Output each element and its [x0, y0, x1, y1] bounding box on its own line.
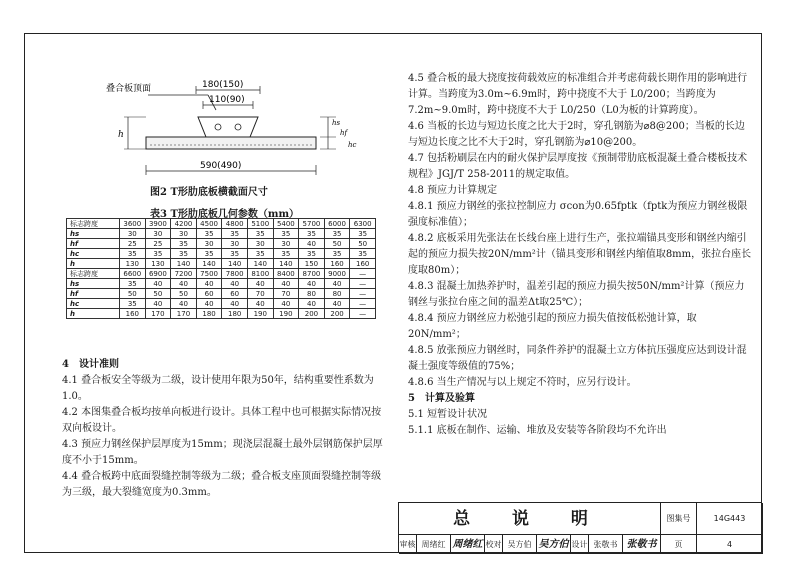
paragraph: 4.8.2 底板采用先张法在长线台座上进行生产，张拉端锚具变形和钢丝内缩引起的预应力损失按20N/mm²计（锚具变形和钢丝内缩值取8mm，张拉台座长度取80m）； [408, 233, 752, 276]
review-label: 审核 [399, 535, 417, 554]
table-cell: 25 [120, 239, 146, 249]
table-cell: 35 [350, 249, 376, 259]
table-cell: 200 [299, 309, 325, 319]
row-label: hf [67, 289, 120, 299]
table-cell: — [350, 289, 376, 299]
table-cell: 9000 [324, 269, 350, 279]
table-cell: 50 [145, 289, 171, 299]
table-cell: 50 [120, 289, 146, 299]
table-cell: 6300 [350, 219, 376, 229]
paragraph: 4.3 预应力钢丝保护层厚度为15mm；现浇层混凝土最外层钢筋保护层厚度不小于15mm。 [62, 439, 383, 466]
table-cell: 40 [145, 299, 171, 309]
table-cell: 40 [247, 299, 273, 309]
row-label: hc [67, 299, 120, 309]
table-cell: — [350, 279, 376, 289]
section-heading: 4 设计准则 [62, 359, 119, 370]
table-cell: 35 [350, 229, 376, 239]
figure-caption: 图2 T形肋底板横截面尺寸 [150, 187, 268, 198]
atlas-label: 图集号 [661, 503, 697, 535]
row-label: hs [67, 229, 120, 239]
table-cell: 40 [171, 299, 197, 309]
table-cell: 140 [247, 259, 273, 269]
table-caption: 表3 T形肋底板几何参数（mm） [150, 209, 300, 220]
table-row [67, 299, 376, 309]
table-cell: 35 [222, 229, 248, 239]
dim-hf: hf [340, 129, 348, 137]
check-signature: 吴方伯 [537, 535, 571, 554]
row-label: hc [67, 249, 120, 259]
check-name: 吴方伯 [503, 535, 537, 554]
dim-top-1: 180(150) [202, 80, 244, 90]
page-number: 4 [697, 535, 763, 554]
table-cell: 40 [196, 279, 222, 289]
table-header-row [67, 269, 376, 279]
table-cell: 30 [120, 229, 146, 239]
table-cell: 40 [299, 279, 325, 289]
table-cell: 30 [222, 239, 248, 249]
table-cell: 160 [120, 309, 146, 319]
check-label: 校对 [485, 535, 503, 554]
review-name: 周绪红 [417, 535, 451, 554]
table-cell: 70 [247, 289, 273, 299]
atlas-number: 14G443 [697, 503, 763, 535]
table-cell: 70 [273, 289, 299, 299]
row-label: h [67, 309, 120, 319]
table-cell: 7200 [171, 269, 197, 279]
table-cell: 35 [120, 279, 146, 289]
table-cell: 40 [324, 299, 350, 309]
table-cell: 35 [247, 249, 273, 259]
design-criteria-section [62, 357, 387, 501]
table-cell: 6900 [145, 269, 171, 279]
table-cell: 30 [171, 229, 197, 239]
paragraph: 5.1.1 底板在制作、运输、堆放及安装等各阶段均不允许出 [408, 425, 667, 436]
table-cell: 170 [171, 309, 197, 319]
table-cell: 35 [273, 229, 299, 239]
paragraph: 4.7 包括粉刷层在内的耐火保护层厚度按《预制带肋底板混凝土叠合楼板技术规程》JGJ/T 258-2011的规定取值。 [408, 153, 748, 180]
row-label: 标志跨度 [67, 269, 120, 279]
table-cell: 35 [273, 249, 299, 259]
table-cell: 5400 [273, 219, 299, 229]
table-cell: 190 [247, 309, 273, 319]
right-text-column [408, 71, 753, 439]
table-cell: 7800 [222, 269, 248, 279]
table-cell: 35 [196, 249, 222, 259]
table-cell: 30 [145, 229, 171, 239]
table-cell: 4800 [222, 219, 248, 229]
paragraph: 4.5 叠合板的最大挠度按荷载效应的标准组合并考虑荷载长期作用的影响进行计算。当跨度为3.0m~6.9m时，跨中挠度不大于 L0/200；当跨度为7.2m~9.0m时，跨中挠度不大于 L0/250（L0为板的计算跨度）。 [408, 73, 748, 116]
table-cell: 7500 [196, 269, 222, 279]
table-cell: 35 [299, 249, 325, 259]
table-cell: 180 [222, 309, 248, 319]
review-signature: 周绪红 [451, 535, 485, 554]
row-label: h [67, 259, 120, 269]
fig-top-label: 叠合板顶面 [106, 84, 152, 94]
table-cell: 6000 [324, 219, 350, 229]
paragraph: 4.4 叠合板跨中底面裂缝控制等级为二级；叠合板支座顶面裂缝控制等级为三级，最大裂缝宽度为0.3mm。 [62, 471, 382, 498]
section-figure [88, 75, 388, 200]
table-cell: 80 [324, 289, 350, 299]
table-cell: 35 [120, 249, 146, 259]
table-cell: 35 [324, 249, 350, 259]
row-label: hs [67, 279, 120, 289]
table-cell: 40 [273, 299, 299, 309]
section-heading: 5 计算及验算 [408, 393, 475, 404]
row-label: hf [67, 239, 120, 249]
design-label: 设计 [571, 535, 589, 554]
table-cell: 30 [273, 239, 299, 249]
table-cell: 140 [273, 259, 299, 269]
dim-hc: hc [348, 141, 357, 149]
table-cell: 35 [145, 249, 171, 259]
table-row [67, 259, 376, 269]
table-cell: 140 [171, 259, 197, 269]
table-cell: 40 [196, 299, 222, 309]
table-cell: 160 [350, 259, 376, 269]
table-cell: 170 [145, 309, 171, 319]
table-cell: 140 [222, 259, 248, 269]
table-row [67, 239, 376, 249]
table-cell: 200 [324, 309, 350, 319]
table-cell: 35 [299, 229, 325, 239]
design-signature: 张敬书 [623, 535, 661, 554]
table-cell: 35 [171, 239, 197, 249]
table-cell: 80 [299, 289, 325, 299]
table-cell: 150 [299, 259, 325, 269]
dim-top-2: 110(90) [209, 95, 245, 105]
table-row [67, 229, 376, 239]
table-cell: 50 [324, 239, 350, 249]
table-cell: 40 [299, 239, 325, 249]
table-cell: — [350, 299, 376, 309]
table-cell: 190 [273, 309, 299, 319]
table-cell: 4500 [196, 219, 222, 229]
table-row [67, 309, 376, 319]
paragraph: 4.8.6 当生产情况与以上规定不符时，应另行设计。 [408, 377, 637, 388]
table-cell: — [350, 309, 376, 319]
design-name: 张敬书 [589, 535, 623, 554]
table-cell: 40 [222, 299, 248, 309]
paragraph: 4.2 本图集叠合板均按单向板进行设计。具体工程中也可根据实际情况按双向板设计。 [62, 407, 382, 434]
table-cell: 40 [145, 279, 171, 289]
table-cell: 25 [145, 239, 171, 249]
table-cell: 40 [247, 279, 273, 289]
table-cell: 35 [222, 249, 248, 259]
table-cell: 8400 [273, 269, 299, 279]
dim-h: h [118, 130, 124, 140]
page-label: 页 [661, 535, 697, 554]
row-label: 标志跨度 [67, 219, 120, 229]
table-cell: 8700 [299, 269, 325, 279]
table-row [67, 279, 376, 289]
table-cell: 3600 [120, 219, 146, 229]
table-cell: 130 [145, 259, 171, 269]
table-cell: 140 [196, 259, 222, 269]
table-cell: 5700 [299, 219, 325, 229]
table-row [67, 249, 376, 259]
table-cell: 40 [222, 279, 248, 289]
table-cell: 130 [120, 259, 146, 269]
table-cell: 60 [196, 289, 222, 299]
table-cell: 35 [324, 229, 350, 239]
table-cell: 30 [247, 239, 273, 249]
drawing-title: 总 说 明 [399, 503, 661, 535]
table-row [67, 289, 376, 299]
table-header-row [67, 219, 376, 229]
table-cell: 6600 [120, 269, 146, 279]
table-cell: 35 [247, 229, 273, 239]
table-cell: 3900 [145, 219, 171, 229]
table-cell: 4200 [171, 219, 197, 229]
table-cell: 35 [196, 229, 222, 239]
table-cell: 40 [299, 299, 325, 309]
dim-hs: hs [332, 119, 341, 127]
paragraph: 4.1 叠合板安全等级为二级，设计使用年限为50年，结构重要性系数为1.0。 [62, 375, 374, 402]
paragraph: 4.8.1 预应力钢丝的张拉控制应力 σcon为0.65fptk（fptk为预应力钢丝极限强度标准值）； [408, 201, 748, 228]
table-cell: 40 [171, 279, 197, 289]
table-cell: 40 [324, 279, 350, 289]
table-cell: 35 [120, 299, 146, 309]
paragraph: 4.8.3 混凝土加热养护时，温差引起的预应力损失按50N/mm²计算（预应力钢丝与张拉台座之间的温差Δt取25℃）； [408, 281, 745, 308]
table-cell: 30 [196, 239, 222, 249]
geometry-table [66, 218, 376, 319]
table-cell: 160 [324, 259, 350, 269]
paragraph: 4.6 当板的长边与短边长度之比大于2时，穿孔钢筋为⌀8@200；当板的长边与短边长度之比不大于2时，穿孔钢筋为⌀10@200。 [408, 121, 745, 148]
table-cell: 50 [350, 239, 376, 249]
table-cell: 8100 [247, 269, 273, 279]
paragraph: 4.8.5 放张预应力钢丝时，同条件养护的混凝土立方体抗压强度应达到设计混凝土强度等级值的75%； [408, 345, 747, 372]
paragraph: 4.8.4 预应力钢丝应力松弛引起的预应力损失值按低松弛计算，取20N/mm²； [408, 313, 697, 340]
paragraph: 5.1 短暂设计状况 [408, 409, 488, 420]
title-block [398, 502, 762, 553]
table-cell: 60 [222, 289, 248, 299]
table-cell: 5100 [247, 219, 273, 229]
paragraph: 4.8 预应力计算规定 [408, 185, 498, 196]
table-cell: 50 [171, 289, 197, 299]
table-cell: — [350, 269, 376, 279]
table-cell: 35 [171, 249, 197, 259]
table-cell: 40 [273, 279, 299, 289]
table-cell: 180 [196, 309, 222, 319]
dim-bottom: 590(490) [200, 161, 242, 171]
